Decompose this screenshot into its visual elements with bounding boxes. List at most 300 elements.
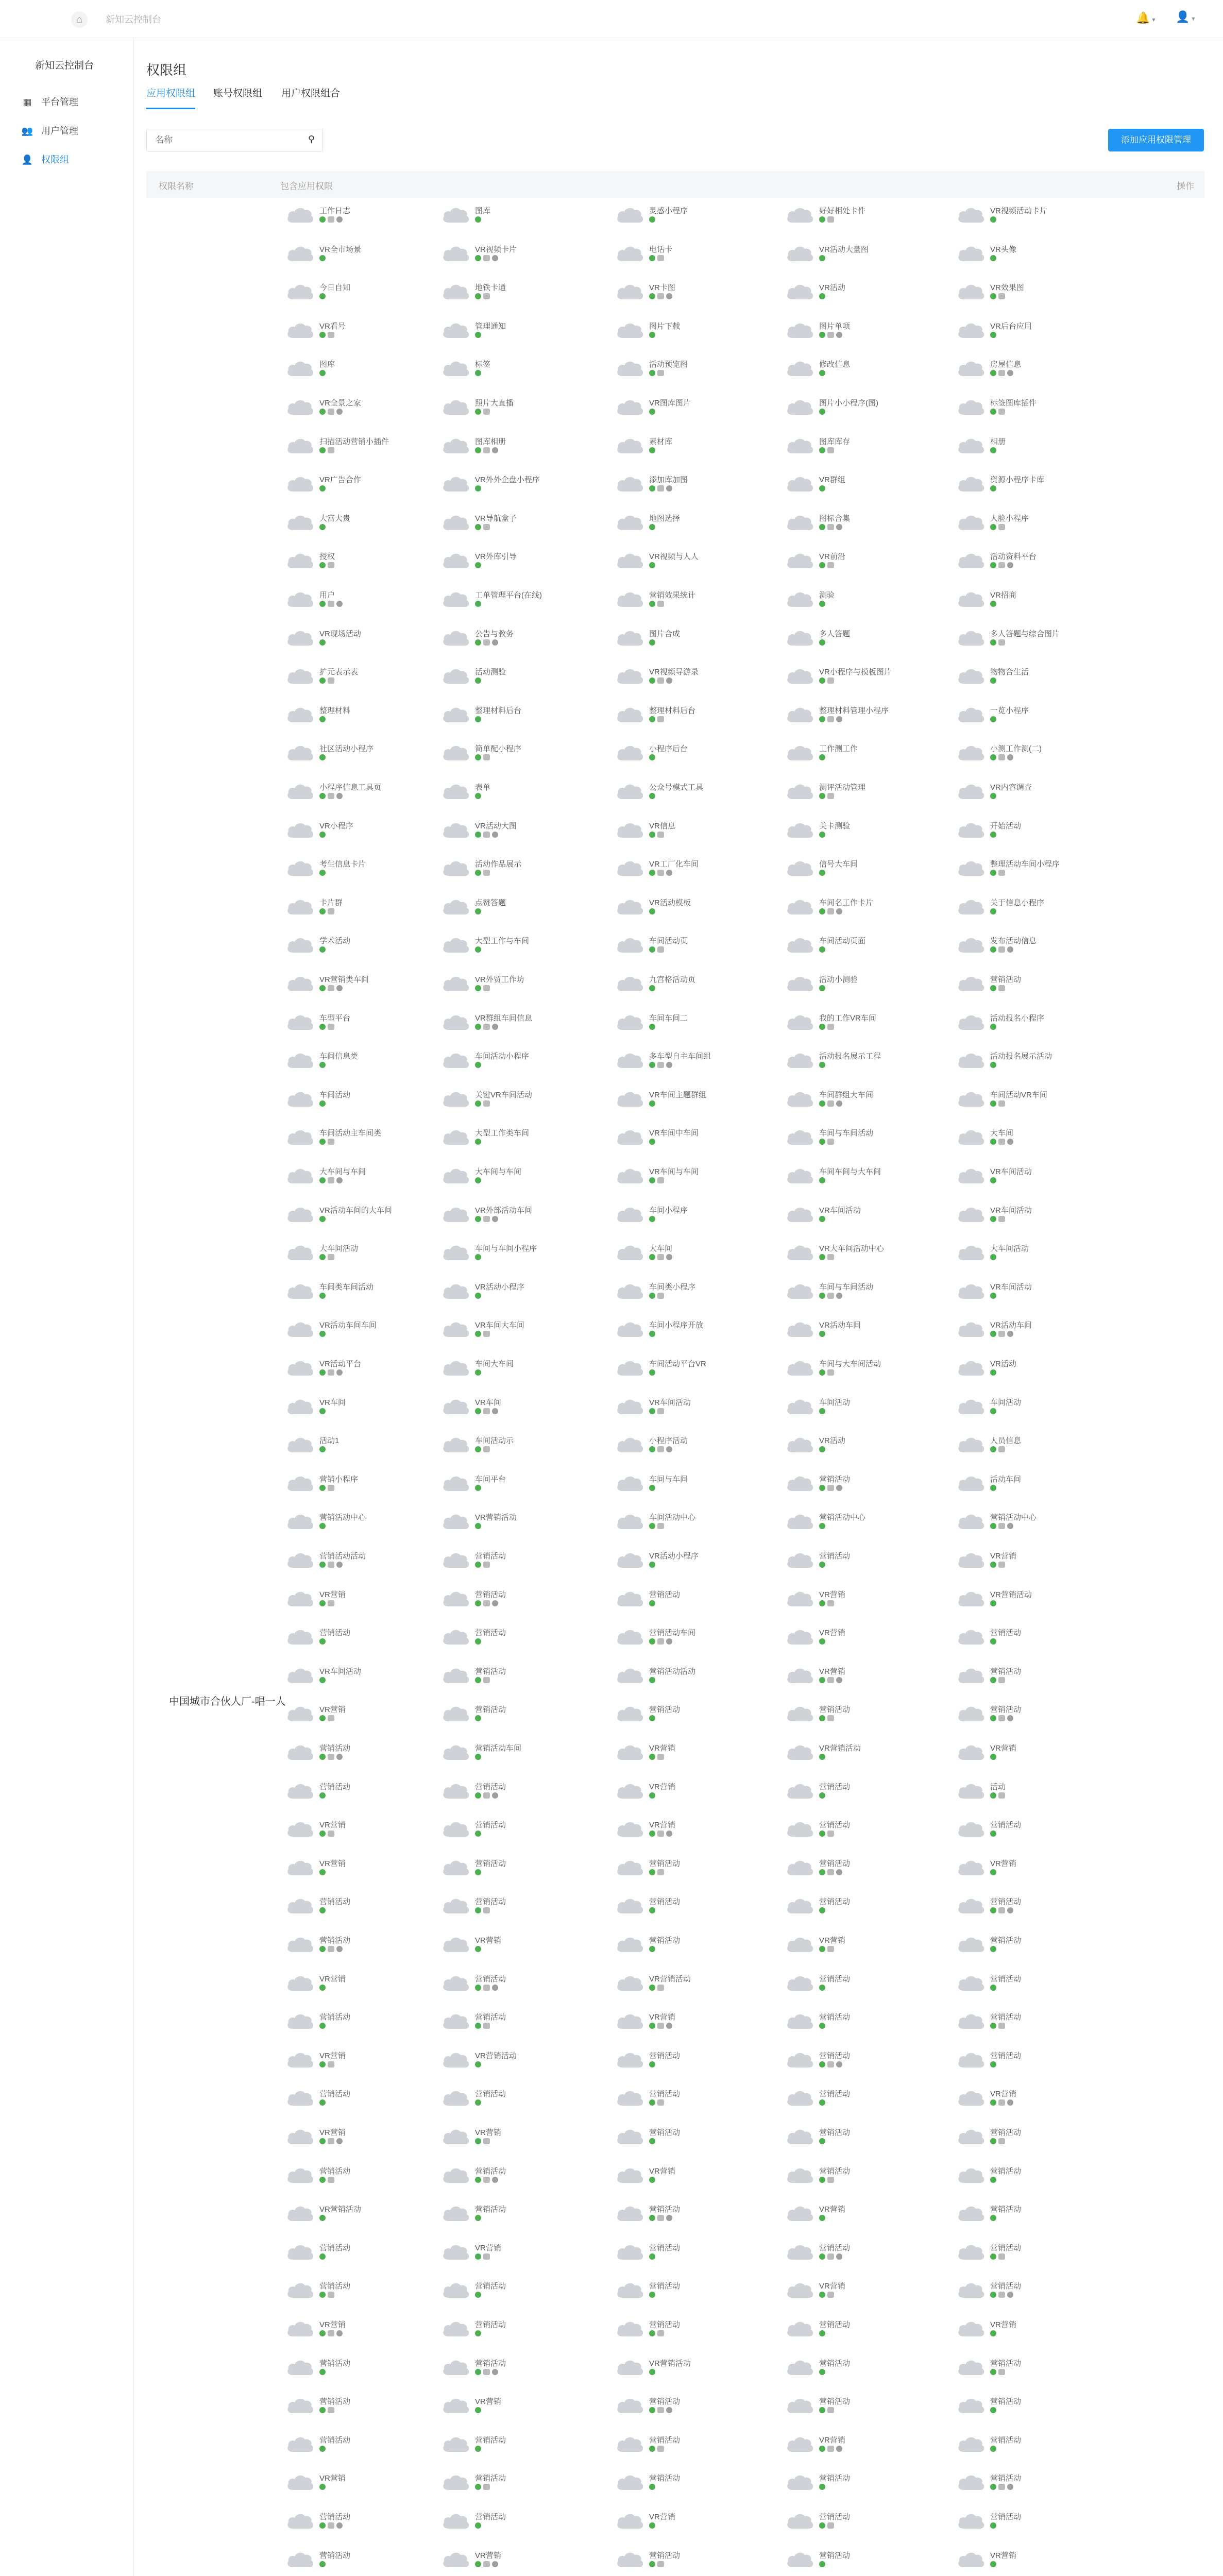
tab-app-permission[interactable]: 应用权限组 <box>146 86 195 109</box>
status-dot-icon <box>492 2561 498 2567</box>
app-name: 公告与教务 <box>475 629 514 638</box>
app-badges <box>475 2177 500 2184</box>
status-check-icon <box>475 485 481 492</box>
status-check-icon <box>319 716 326 722</box>
app-badges <box>475 1792 500 1800</box>
link-icon <box>483 1331 490 1337</box>
status-check-icon <box>319 1792 326 1799</box>
app-badges <box>319 524 328 531</box>
status-check-icon <box>475 2138 481 2144</box>
app-badges <box>319 1754 345 1761</box>
link-icon <box>998 370 1005 376</box>
link-icon <box>328 677 334 684</box>
status-check-icon <box>649 2023 655 2029</box>
app-name: 营销活动 <box>319 1629 351 1638</box>
status-check-icon <box>649 1254 655 1260</box>
header-name: 权限名称 <box>159 181 194 191</box>
link-icon <box>827 1100 834 1107</box>
link-icon <box>328 2407 334 2413</box>
cloud-icon <box>785 1088 815 1109</box>
app-badges <box>649 1600 657 1607</box>
cloud-icon <box>441 1818 471 1839</box>
app-badges <box>475 2561 500 2568</box>
status-dot-icon <box>836 524 842 530</box>
sidebar-item-label: 用户管理 <box>41 126 78 136</box>
link-icon <box>657 293 664 299</box>
app-name: VR营销 <box>819 1936 845 1945</box>
link-icon <box>827 1139 834 1145</box>
link-icon <box>483 1024 490 1030</box>
status-check-icon <box>475 1946 481 1952</box>
link-icon <box>657 1446 664 1452</box>
app-badges <box>819 255 827 262</box>
cloud-icon <box>956 934 986 955</box>
app-badges <box>649 2407 674 2414</box>
status-check-icon <box>649 1485 655 1491</box>
status-check-icon <box>319 2099 326 2106</box>
cloud-icon <box>785 781 815 801</box>
status-check-icon <box>819 716 825 722</box>
status-check-icon <box>319 255 326 261</box>
app-name: VR营销 <box>819 2205 845 2214</box>
status-check-icon <box>319 1946 326 1952</box>
app-badges <box>319 2484 328 2491</box>
app-name: 营销活动 <box>475 1859 506 1868</box>
app-name: VR外库引导 <box>475 552 517 562</box>
search-box <box>146 129 322 151</box>
cloud-icon <box>441 2510 471 2531</box>
app-badges <box>819 1331 827 1338</box>
app-badges <box>649 2215 674 2222</box>
cloud-icon <box>956 1934 986 1954</box>
link-icon <box>657 1177 664 1183</box>
status-check-icon <box>649 1139 655 1145</box>
link-icon <box>827 447 834 453</box>
link-icon <box>827 524 834 530</box>
app-name: 人脸小程序 <box>990 514 1029 523</box>
cloud-icon <box>285 1780 315 1801</box>
app-badges <box>649 2138 657 2145</box>
app-name: 图片下载 <box>649 321 681 331</box>
app-badges <box>319 370 328 377</box>
status-check-icon <box>319 754 326 760</box>
status-dot-icon <box>336 601 343 607</box>
app-name: 电话卡 <box>649 245 673 254</box>
sidebar-item-permission-group[interactable] <box>21 149 69 170</box>
app-badges <box>819 216 836 224</box>
app-name: VR营销活动 <box>475 1513 517 1522</box>
link-icon <box>483 1907 490 1913</box>
app-name: 营销活动 <box>990 1897 1022 1907</box>
link-icon <box>483 1985 490 1991</box>
header-actions: 操作 <box>1177 181 1194 191</box>
app-badges <box>475 2061 483 2069</box>
cloud-icon <box>285 2471 315 2492</box>
tab-user-permission[interactable]: 用户权限组合 <box>281 88 341 99</box>
app-badges <box>990 1523 1015 1530</box>
app-badges <box>819 2446 844 2453</box>
cloud-icon <box>441 281 471 301</box>
cloud-icon <box>785 435 815 455</box>
main-content <box>134 38 1223 2576</box>
app-badges <box>649 2522 657 2530</box>
link-icon <box>483 2177 490 2183</box>
link-icon <box>483 2369 490 2375</box>
cloud-icon <box>615 204 645 225</box>
app-badges <box>819 524 844 531</box>
app-badges <box>475 2446 483 2453</box>
cloud-icon <box>785 2549 815 2569</box>
app-name: VR外外企盘小程序 <box>475 476 540 485</box>
app-name: VR活动大图 <box>475 821 517 831</box>
cloud-icon <box>285 819 315 840</box>
cloud-icon <box>615 1242 645 1262</box>
app-badges <box>319 793 345 800</box>
status-check-icon <box>649 2561 655 2567</box>
status-dot-icon <box>1007 1331 1013 1337</box>
status-check-icon <box>819 908 825 914</box>
cloud-icon <box>615 2241 645 2262</box>
app-name: 大车间活动 <box>990 1244 1029 1253</box>
link-icon <box>998 1677 1005 1683</box>
search-input[interactable] <box>154 129 300 151</box>
app-badges <box>819 1408 827 1415</box>
link-icon <box>483 293 490 299</box>
app-name: VR全市场景 <box>319 245 361 254</box>
app-name: VR营销 <box>990 1859 1016 1868</box>
cloud-icon <box>441 1318 471 1339</box>
status-check-icon <box>319 1523 326 1529</box>
status-check-icon <box>475 754 481 760</box>
app-badges <box>649 2253 657 2261</box>
app-name: 营销活动 <box>475 1897 506 1907</box>
cloud-icon <box>956 512 986 532</box>
cloud-icon <box>785 2202 815 2223</box>
app-name: VR活动小程序 <box>475 1282 524 1292</box>
app-name: 营销活动 <box>475 2359 506 2368</box>
app-name: VR车间与车间 <box>649 1167 699 1176</box>
app-badges <box>475 946 483 954</box>
status-dot-icon <box>1007 754 1013 760</box>
app-badges <box>319 1485 336 1492</box>
status-check-icon <box>990 2138 996 2144</box>
status-check-icon <box>475 2292 481 2298</box>
app-badges <box>319 1600 336 1607</box>
cloud-icon <box>956 704 986 724</box>
status-check-icon <box>319 2407 326 2413</box>
app-name: 考生信息卡片 <box>319 860 366 869</box>
app-name: 大车间与车间 <box>475 1167 522 1176</box>
link-icon <box>328 793 334 799</box>
cloud-icon <box>785 358 815 378</box>
cloud-icon <box>956 1818 986 1839</box>
app-badges <box>990 2561 998 2568</box>
status-check-icon <box>990 2330 996 2336</box>
app-name: 营销活动 <box>819 1705 851 1715</box>
status-check-icon <box>990 1946 996 1952</box>
app-badges <box>475 2484 492 2491</box>
link-icon <box>657 370 664 376</box>
app-name: VR视频与人人 <box>649 552 699 562</box>
status-check-icon <box>649 2522 655 2529</box>
app-badges <box>819 2023 827 2030</box>
app-name: 营销活动 <box>319 2090 351 2099</box>
app-name: 卡片群 <box>319 898 343 907</box>
status-dot-icon <box>1007 1139 1013 1145</box>
status-check-icon <box>319 1754 326 1760</box>
status-check-icon <box>990 1869 996 1875</box>
link-icon <box>328 1254 334 1260</box>
app-badges <box>649 1331 657 1338</box>
app-badges <box>475 1523 483 1530</box>
cloud-icon <box>441 781 471 801</box>
app-badges <box>649 1677 657 1684</box>
app-badges <box>475 1485 483 1492</box>
cloud-icon <box>615 1204 645 1224</box>
app-badges <box>475 601 483 608</box>
status-check-icon <box>649 2407 655 2413</box>
link-icon <box>998 2253 1005 2260</box>
app-name: 简单配小程序 <box>475 744 522 754</box>
app-badges <box>475 2330 483 2337</box>
status-check-icon <box>649 2446 655 2452</box>
status-check-icon <box>990 793 996 799</box>
link-icon <box>827 2292 834 2298</box>
cloud-icon <box>785 396 815 417</box>
app-name: 营销活动 <box>819 2474 851 2483</box>
search-icon[interactable]: ⚲ <box>308 134 315 144</box>
app-name: 营销活动 <box>990 2282 1022 2291</box>
app-badges <box>990 2330 998 2337</box>
link-icon <box>657 832 664 838</box>
cloud-icon <box>441 1242 471 1262</box>
app-badges <box>319 1331 328 1338</box>
status-check-icon <box>819 870 825 876</box>
cloud-icon <box>615 2279 645 2300</box>
sidebar-item-platform[interactable] <box>21 92 78 112</box>
cloud-icon <box>285 896 315 917</box>
cloud-icon <box>785 2279 815 2300</box>
app-badges <box>990 2484 1015 2491</box>
cloud-icon <box>285 1088 315 1109</box>
app-badges <box>990 1638 998 1646</box>
app-name: VR招商 <box>990 591 1016 600</box>
app-name: VR头像 <box>990 245 1016 254</box>
cloud-icon <box>785 1741 815 1762</box>
cloud-icon <box>956 588 986 609</box>
status-check-icon <box>819 1869 825 1875</box>
status-check-icon <box>990 754 996 760</box>
status-check-icon <box>819 2253 825 2260</box>
app-badges <box>819 1254 836 1261</box>
app-badges <box>819 832 827 839</box>
app-name: VR营销 <box>475 2397 501 2406</box>
status-dot-icon <box>666 2023 672 2029</box>
cloud-icon <box>615 1818 645 1839</box>
app-badges <box>819 1100 844 1108</box>
cloud-icon <box>956 396 986 417</box>
app-badges <box>990 1946 998 1953</box>
app-badges <box>649 2330 666 2337</box>
status-dot-icon <box>1007 1715 1013 1721</box>
cloud-icon <box>615 2010 645 2031</box>
app-name: 大车间 <box>649 1244 673 1253</box>
status-check-icon <box>649 1907 655 1913</box>
cloud-icon <box>615 2164 645 2185</box>
users-icon: 👥 <box>21 126 33 136</box>
app-badges <box>319 1523 328 1530</box>
app-badges <box>319 2292 336 2299</box>
app-badges <box>475 793 483 800</box>
bell-icon[interactable]: 🔔 ▾ <box>1136 11 1156 24</box>
link-icon <box>657 870 664 876</box>
app-badges <box>990 1485 998 1492</box>
app-badges <box>319 1792 328 1800</box>
chevron-down-icon: ▾ <box>1152 16 1156 23</box>
link-icon <box>328 1369 334 1376</box>
cloud-icon <box>441 2318 471 2338</box>
status-dot-icon <box>836 1100 842 1107</box>
link-icon <box>483 985 490 991</box>
link-icon <box>657 1985 664 1991</box>
status-dot-icon <box>492 255 498 261</box>
app-badges <box>649 946 666 954</box>
app-badges <box>649 216 657 224</box>
cloud-icon <box>285 1165 315 1185</box>
app-name: VR营销 <box>990 2320 1016 2329</box>
app-badges <box>475 832 500 839</box>
status-check-icon <box>475 1754 481 1760</box>
app-badges <box>990 1907 1015 1914</box>
status-check-icon <box>319 2522 326 2529</box>
app-badges <box>649 1254 674 1261</box>
status-check-icon <box>319 409 326 415</box>
app-badges <box>475 485 483 493</box>
status-check-icon <box>819 2407 825 2413</box>
app-name: 营销活动 <box>819 2051 851 2060</box>
app-badges <box>990 2099 1015 2107</box>
cloud-icon <box>785 1665 815 1685</box>
status-check-icon <box>990 562 996 568</box>
status-check-icon <box>475 1177 481 1183</box>
cloud-icon <box>615 665 645 686</box>
status-check-icon <box>475 1485 481 1491</box>
app-badges <box>319 832 328 839</box>
app-name: VR营销 <box>819 1629 845 1638</box>
cloud-icon <box>615 1011 645 1032</box>
status-check-icon <box>990 1062 996 1068</box>
app-badges <box>475 2215 483 2222</box>
cloud-icon <box>956 204 986 225</box>
cloud-icon <box>956 2357 986 2377</box>
tab-account-permission[interactable]: 账号权限组 <box>213 88 263 99</box>
status-check-icon <box>475 2330 481 2336</box>
app-name: 营销活动 <box>475 1552 506 1561</box>
app-badges <box>990 1831 998 1838</box>
status-check-icon <box>319 1139 326 1145</box>
app-badges <box>475 1600 500 1607</box>
app-badges <box>990 1562 1007 1569</box>
cloud-icon <box>441 1588 471 1608</box>
cloud-icon <box>615 1588 645 1608</box>
status-dot-icon <box>336 985 343 991</box>
cloud-icon <box>441 1665 471 1685</box>
status-check-icon <box>819 562 825 568</box>
status-check-icon <box>819 1177 825 1183</box>
cloud-icon <box>615 742 645 762</box>
app-badges <box>649 1523 666 1530</box>
status-check-icon <box>990 946 996 953</box>
cloud-icon <box>441 704 471 724</box>
status-check-icon <box>990 601 996 607</box>
app-name: 车间活动页面 <box>819 937 866 946</box>
cloud-icon <box>615 934 645 955</box>
cloud-icon <box>956 2164 986 2185</box>
app-badges <box>649 1062 674 1069</box>
link-icon <box>998 562 1005 568</box>
app-name: 营销活动 <box>649 2551 681 2560</box>
status-check-icon <box>475 946 481 953</box>
sidebar-item-users[interactable] <box>21 121 78 141</box>
app-name: VR营销 <box>649 1821 675 1830</box>
app-badges <box>990 1177 998 1184</box>
status-check-icon <box>475 716 481 722</box>
app-badges <box>319 985 345 992</box>
status-check-icon <box>319 1331 326 1337</box>
app-badges <box>649 1638 674 1646</box>
status-check-icon <box>649 1562 655 1568</box>
app-name: 营销活动 <box>475 2320 506 2329</box>
app-name: 营销活动 <box>319 2435 351 2445</box>
app-badges <box>649 870 674 877</box>
status-check-icon <box>819 985 825 991</box>
app-name: VR营销活动 <box>475 2051 517 2060</box>
link-icon <box>998 946 1005 953</box>
cloud-icon <box>956 1972 986 1993</box>
cloud-icon <box>285 1895 315 1916</box>
cloud-icon <box>615 1396 645 1416</box>
app-name: 车间小程序开放 <box>649 1321 704 1330</box>
cloud-icon <box>615 319 645 340</box>
status-dot-icon <box>666 1446 672 1452</box>
app-badges <box>990 793 998 800</box>
status-check-icon <box>475 1677 481 1683</box>
app-name: VR车间主题群组 <box>649 1090 706 1099</box>
cloud-icon <box>956 358 986 378</box>
app-name: 用户 <box>319 591 335 600</box>
app-badges <box>319 601 345 608</box>
cloud-icon <box>615 819 645 840</box>
app-badges <box>819 409 827 416</box>
cloud-icon <box>285 473 315 494</box>
app-badges <box>819 1600 836 1607</box>
home-icon[interactable]: ⌂ <box>71 11 88 28</box>
cloud-icon <box>956 473 986 494</box>
app-name: 营销活动 <box>475 1629 506 1638</box>
app-badges <box>319 332 336 339</box>
user-icon[interactable]: 👤 ▾ <box>1176 10 1195 23</box>
add-permission-button[interactable]: 添加应用权限管理 <box>1108 129 1204 151</box>
app-badges <box>475 1715 483 1722</box>
app-name: 活动小测验 <box>819 975 858 984</box>
app-name: VR车间中车间 <box>649 1129 699 1138</box>
status-check-icon <box>990 293 996 299</box>
app-badges <box>819 2292 836 2299</box>
breadcrumb[interactable]: 新知云控制台 <box>106 14 161 25</box>
status-check-icon <box>990 1100 996 1107</box>
cloud-icon <box>441 1895 471 1916</box>
table-body <box>146 198 1204 2576</box>
